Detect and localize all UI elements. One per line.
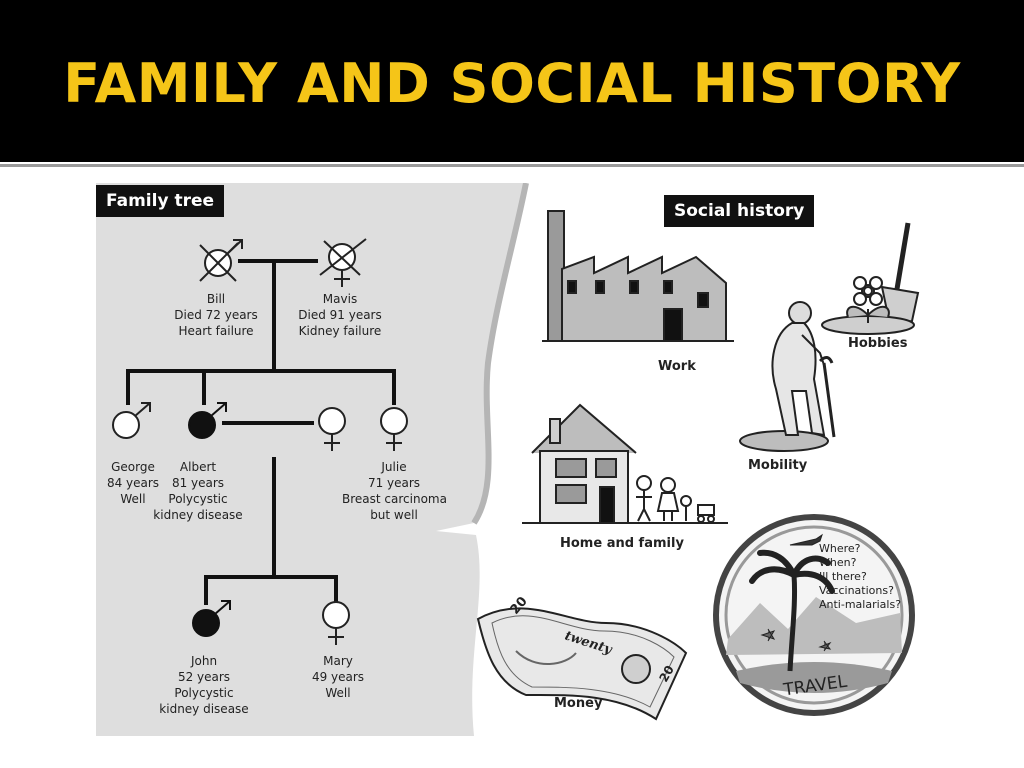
hobbies-spade-flower-icon [822,223,918,334]
header-divider [0,164,1024,167]
george-detail-2: Well [120,492,146,506]
bill-detail-2: Heart failure [178,324,254,338]
george-detail-1: 84 years [106,476,160,490]
mavis-caption [290,291,390,339]
travel-question-where: Where? [819,542,861,555]
albert-detail-1: 81 years [171,476,225,490]
house-family-icon [522,405,728,523]
john-detail-1: 52 years [177,670,231,684]
travel-question-when: When? [819,556,857,569]
travel-questions [819,542,901,612]
bill-caption [166,291,266,339]
mobility-caption: Mobility [748,458,808,473]
julie-detail-3: but well [370,508,418,522]
john-name: John [190,654,218,668]
banknote-text-1: 20 [507,594,531,618]
mobility-elderly-icon [740,302,834,451]
albert-name: Albert [179,460,217,474]
john-caption [156,653,252,717]
albert-caption [152,459,244,523]
travel-label: TRAVEL [782,671,849,701]
julie-detail-2: Breast carcinoma [342,492,447,506]
factory-icon [542,211,734,341]
julie-name: Julie [381,460,407,474]
bill-detail-1: Died 72 years [174,308,258,322]
mary-detail-1: 49 years [311,670,365,684]
social-history-heading: Social history [664,195,814,227]
family-tree-heading: Family tree [96,185,224,217]
julie-caption [342,459,446,523]
julie-detail-1: 71 years [367,476,421,490]
albert-detail-3: kidney disease [153,508,243,522]
john-detail-2: Polycystic [174,686,234,700]
slide-title: FAMILY AND SOCIAL HISTORY [63,52,961,115]
hobbies-caption: Hobbies [848,336,908,351]
travel-question-vaccinations: Vaccinations? [819,584,894,597]
mavis-name: Mavis [322,292,358,306]
mavis-detail-2: Kidney failure [298,324,382,338]
home-family-caption: Home and family [560,536,684,551]
mavis-detail-1: Died 91 years [298,308,382,322]
albert-detail-2: Polycystic [168,492,228,506]
george-name: George [111,460,155,474]
mary-name: Mary [323,654,353,668]
banknote-text-3: 20 [656,663,677,685]
mary-caption [306,653,370,701]
slide-header [0,0,1024,162]
john-detail-3: kidney disease [159,702,249,716]
work-caption: Work [658,359,696,374]
banknote-text-2: twenty [562,628,614,658]
money-caption: Money [554,696,603,711]
mary-detail-2: Well [325,686,351,700]
history-figure [96,183,928,736]
travel-question-ill-there: Ill there? [819,570,867,583]
bill-name: Bill [206,292,226,306]
travel-question-anti-malarials: Anti-malarials? [819,598,902,611]
